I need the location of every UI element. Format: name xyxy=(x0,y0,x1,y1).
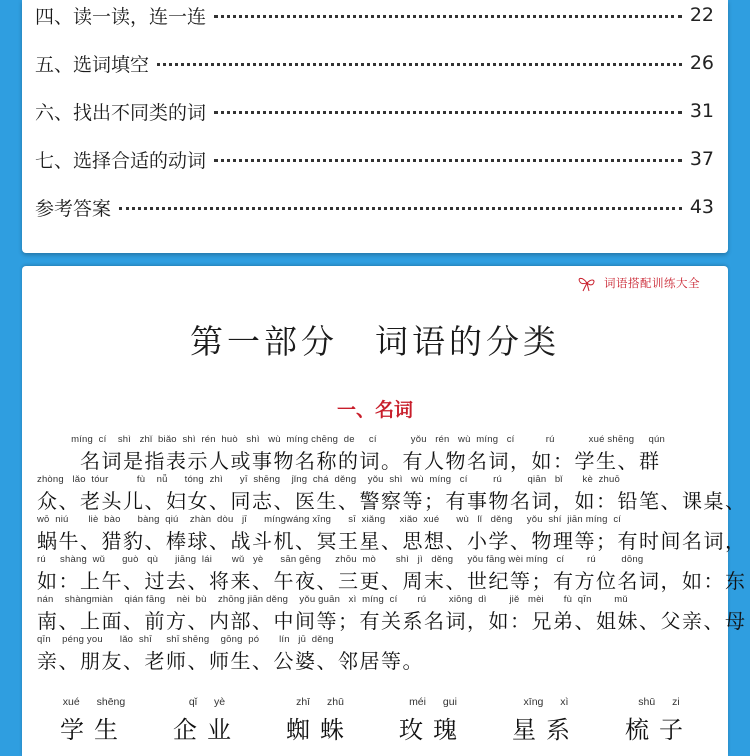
vocab-pinyin: qǐ yè xyxy=(188,696,226,708)
vocab-word: 玫瑰 xyxy=(399,716,467,744)
pinyin-line: wō niú liè bào bàng qiú zhàn dòu jī míngwáng xīng sī xiǎng xiǎo xué wù lǐ děng yǒu shí jiān míng cí xyxy=(37,514,622,525)
toc-entry-label: 参考答案 xyxy=(35,197,112,220)
pinyin-line: zhòng lǎo tóur fù nǚ tóng zhì yī shēng jǐng chá děng yǒu shì wù míng cí rú qiān bǐ kè zhuō xyxy=(37,474,621,485)
annotated-line xyxy=(37,434,707,473)
vocab-word: 蜘蛛 xyxy=(286,716,354,744)
vocab-word: 星系 xyxy=(512,716,580,744)
vocab-pinyin: xué shēng xyxy=(62,696,126,708)
content-page xyxy=(22,266,747,756)
hanzi-line: 蜗牛、猎豹、棒球、战斗机、冥王星、思想、小学、物理等；有时间名词， xyxy=(37,529,747,553)
vocab-pinyin: zhī zhū xyxy=(296,696,344,708)
toc-leader-dots xyxy=(157,63,682,66)
toc-entry[interactable] xyxy=(35,94,714,128)
toc-entry[interactable] xyxy=(35,0,714,32)
hanzi-line: 名词是指表示人或事物名称的词。有人物名词，如：学生、群 xyxy=(37,449,661,473)
toc-entry-page: 31 xyxy=(689,100,714,122)
annotated-line xyxy=(37,634,707,673)
running-header xyxy=(576,274,700,292)
pinyin-line: qīn péng you lǎo shī shī shēng gōng pó lín jū děng xyxy=(37,634,334,645)
toc-entry[interactable] xyxy=(35,190,714,224)
annotated-line xyxy=(37,554,747,593)
toc-entry-page: 43 xyxy=(689,196,714,218)
vocab-word: 梳子 xyxy=(625,716,693,744)
toc-entry[interactable] xyxy=(35,142,714,176)
part-title: 第一部分 词语的分类 xyxy=(190,322,560,361)
vocab-word: 学生 xyxy=(60,716,128,744)
vocab-pinyin: xīng xì xyxy=(523,696,569,708)
annotated-line xyxy=(37,474,747,513)
annotated-line xyxy=(37,514,747,553)
vocab-item xyxy=(280,696,360,745)
vocab-item xyxy=(393,696,473,745)
hanzi-line: 亲、朋友、老师、师生、公婆、邻居等。 xyxy=(37,649,424,673)
table-of-contents xyxy=(22,0,728,253)
vocab-item xyxy=(167,696,247,745)
vocab-item xyxy=(506,696,586,745)
pinyin-line: nán shàngmiàn qián fāng nèi bù zhōng jiān děng yǒu guān xì míng cí rú xiōng dì jiě mèi fù qīn mǔ xyxy=(37,594,628,605)
toc-entry-page: 26 xyxy=(689,52,714,74)
section-title: 一、名词 xyxy=(336,399,413,421)
toc-entry-page: 22 xyxy=(689,4,714,26)
toc-entry-label: 四、读一读，连一连 xyxy=(35,5,207,28)
toc-entry-page: 37 xyxy=(689,148,714,170)
vocab-item xyxy=(619,696,699,745)
hanzi-line: 众、老头儿、妇女、同志、医生、警察等；有事物名词，如：铅笔、课桌、 xyxy=(37,489,747,513)
vocab-pinyin: shū zi xyxy=(638,696,680,708)
ribbon-icon xyxy=(576,274,598,292)
toc-entry-label: 七、选择合适的动词 xyxy=(35,149,207,172)
hanzi-line: 南、上面、前方、内部、中间等；有关系名词，如：兄弟、姐妹、父亲、母 xyxy=(37,609,747,633)
toc-entry[interactable] xyxy=(35,46,714,80)
hanzi-line: 如：上午、过去、将来、午夜、三更、周末、世纪等；有方位名词，如：东 xyxy=(37,569,747,593)
toc-leader-dots xyxy=(214,111,682,114)
vocabulary-row xyxy=(42,696,722,756)
vocab-item xyxy=(54,696,134,745)
toc-leader-dots xyxy=(119,207,682,210)
toc-leader-dots xyxy=(214,15,682,18)
pinyin-line: rú shàng wǔ guò qù jiāng lái wǔ yè sān gēng zhōu mò shì jì děng yǒu fāng wèi míng cí rú dōng xyxy=(37,554,644,565)
vocab-pinyin: méi gui xyxy=(409,696,457,708)
vocab-word: 企业 xyxy=(173,716,241,744)
pinyin-line: míng cí shì zhǐ biǎo shì rén huò shì wù míng chēng de cí yǒu rén wù míng cí rú xué shēng qún xyxy=(37,434,665,445)
toc-entry-label: 五、选词填空 xyxy=(35,53,150,76)
toc-entry-label: 六、找出不同类的词 xyxy=(35,101,207,124)
running-header-text: 词语搭配训练大全 xyxy=(604,276,700,290)
toc-leader-dots xyxy=(214,159,682,162)
annotated-line xyxy=(37,594,747,633)
